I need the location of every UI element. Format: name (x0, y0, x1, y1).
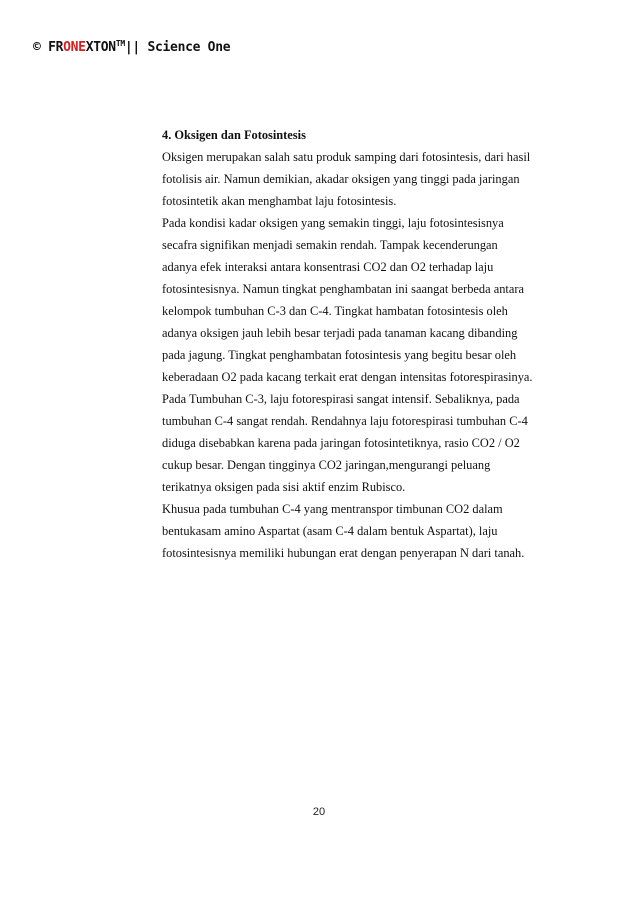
paragraph-line: kelompok tumbuhan C-3 dan C-4. Tingkat hambatan fotosintesis oleh (162, 304, 508, 318)
paragraph-line: terikatnya oksigen pada sisi aktif enzim Rubisco. (162, 480, 406, 494)
paragraph-line: secafra signifikan menjadi semakin rendah. Tampak kecenderungan (162, 238, 498, 252)
paragraph-line: fotosintetik akan menghambat laju fotosintesis. (162, 194, 397, 208)
brand-part-3: XTON (85, 40, 116, 55)
paragraph-line: diduga disebabkan karena pada jaringan fotosintetiknya, rasio CO2 / O2 (162, 436, 520, 450)
page-header (33, 39, 230, 55)
paragraph-line: pada jagung. Tingkat penghambatan fotosintesis yang begitu besar oleh (162, 348, 517, 362)
section-heading: 4. Oksigen dan Fotosintesis (162, 128, 306, 142)
paragraph-line: Pada Tumbuhan C-3, laju fotorespirasi sangat intensif. Sebaliknya, pada (162, 392, 520, 406)
paragraph-line: cukup besar. Dengan tingginya CO2 jaringan,mengurangi peluang (162, 458, 491, 472)
paragraph-line: keberadaan O2 pada kacang terkait erat dengan intensitas fotorespirasinya. (162, 370, 533, 384)
paragraph-line: Khusua pada tumbuhan C-4 yang mentranspor timbunan CO2 dalam (162, 502, 503, 516)
paragraph-line: fotosintesisnya memiliki hubungan erat dengan penyerapan N dari tanah. (162, 546, 525, 560)
brand-part-1: FR (48, 40, 64, 55)
paragraph-line: fotolisis air. Namun demikian, akadar oksigen yang tinggi pada jaringan (162, 172, 520, 186)
paragraph-line: fotosintesisnya. Namun tingkat penghambatan ini saangat berbeda antara (162, 282, 524, 296)
copyright-symbol: © (33, 40, 41, 55)
brand-part-2: ONE (63, 40, 86, 55)
paragraph-line: bentukasam amino Aspartat (asam C-4 dalam bentuk Aspartat), laju (162, 524, 498, 538)
header-subtitle: Science One (147, 40, 231, 55)
paragraph-line: tumbuhan C-4 sangat rendah. Rendahnya laju fotorespirasi tumbuhan C-4 (162, 414, 528, 428)
paragraph-line: adanya oksigen jauh lebih besar terjadi pada tanaman kacang dibanding (162, 326, 518, 340)
section-content (162, 124, 562, 564)
trademark: TM (115, 39, 125, 48)
paragraph-line: Oksigen merupakan salah satu produk samping dari fotosintesis, dari hasil (162, 150, 531, 164)
paragraph-line: adanya efek interaksi antara konsentrasi CO2 dan O2 terhadap laju (162, 260, 494, 274)
header-separator: || (124, 40, 140, 55)
page-number: 20 (312, 806, 326, 818)
paragraph-line: Pada kondisi kadar oksigen yang semakin tinggi, laju fotosintesisnya (162, 216, 504, 230)
